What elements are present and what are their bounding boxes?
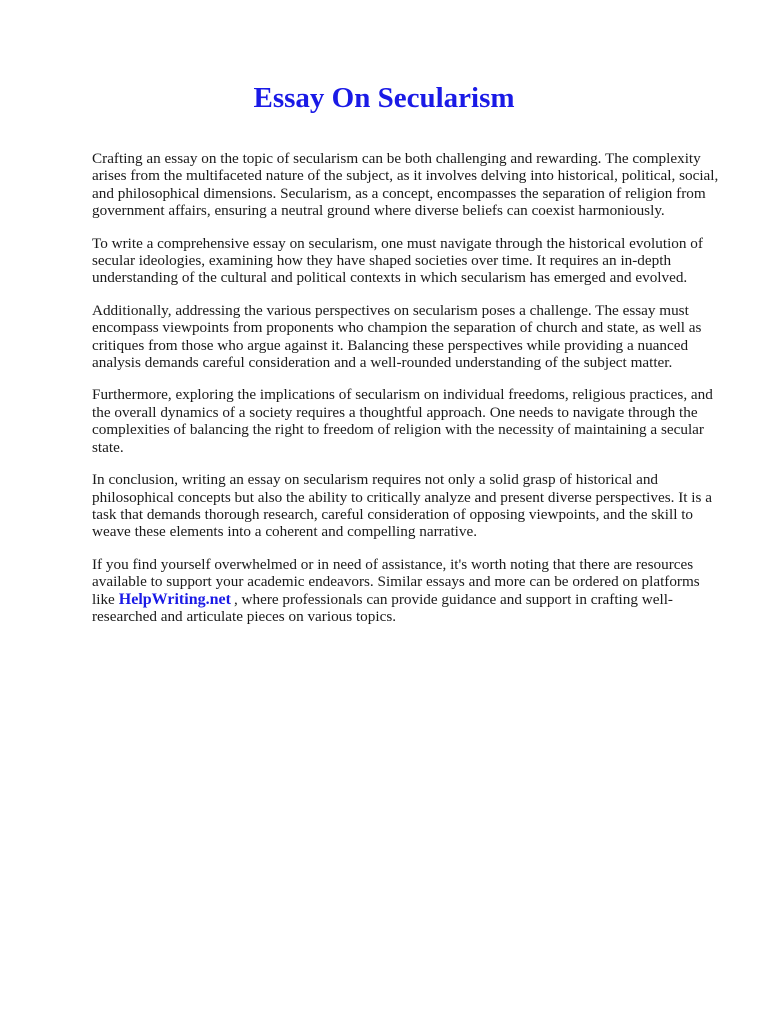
helpwriting-link[interactable]: HelpWriting.net	[118, 590, 231, 608]
page-title: Essay On Secularism	[253, 82, 515, 114]
paragraph-5: In conclusion, writing an essay on secularism requires not only a solid grasp of historical and philosophical concepts but also the ability to critically analyze and present diverse perspectives. It is a task that demands thorough research, careful consideration of opposing viewpoints, and the skill to weave these elements into a coherent and compelling narrative.	[92, 471, 712, 541]
paragraph-6	[92, 556, 728, 626]
paragraph-4: Furthermore, exploring the implications of secularism on individual freedoms, religious practices, and the overall dynamics of a society requires a thoughtful approach. One needs to navigate through the complexities of balancing the right to freedom of religion with the necessity of maintaining a secular state.	[92, 386, 713, 456]
paragraph-6-after-link: , where professionals can provide guidance and support in crafting well-researched and articulate pieces on various topics.	[92, 590, 673, 625]
paragraph-6-before-link: If you find yourself overwhelmed or in need of assistance, it's worth noting that there are resources available to support your academic endeavors. Similar essays and more can be ordered on platforms like	[92, 555, 700, 608]
paragraph-2: To write a comprehensive essay on secularism, one must navigate through the historical evolution of secular ideologies, examining how they have shaped societies over time. It requires an in-depth understanding of the cultural and political contexts in which secularism has emerged and evolved.	[92, 234, 703, 287]
paragraph-3: Additionally, addressing the various perspectives on secularism poses a challenge. The essay must encompass viewpoints from proponents who champion the separation of church and state, as well as critiques from those who argue against it. Balancing these perspectives while providing a nuanced analysis demands careful consideration and a well-rounded understanding of the subject matter.	[92, 301, 702, 372]
paragraph-1: Crafting an essay on the topic of secularism can be both challenging and rewarding. The complexity arises from the multifaceted nature of the subject, as it involves delving into historical, political, social, and philosophical dimensions. Secularism, as a concept, encompasses the separation of religion from government affairs, ensuring a neutral ground where diverse beliefs can coexist harmoniously.	[92, 150, 719, 220]
